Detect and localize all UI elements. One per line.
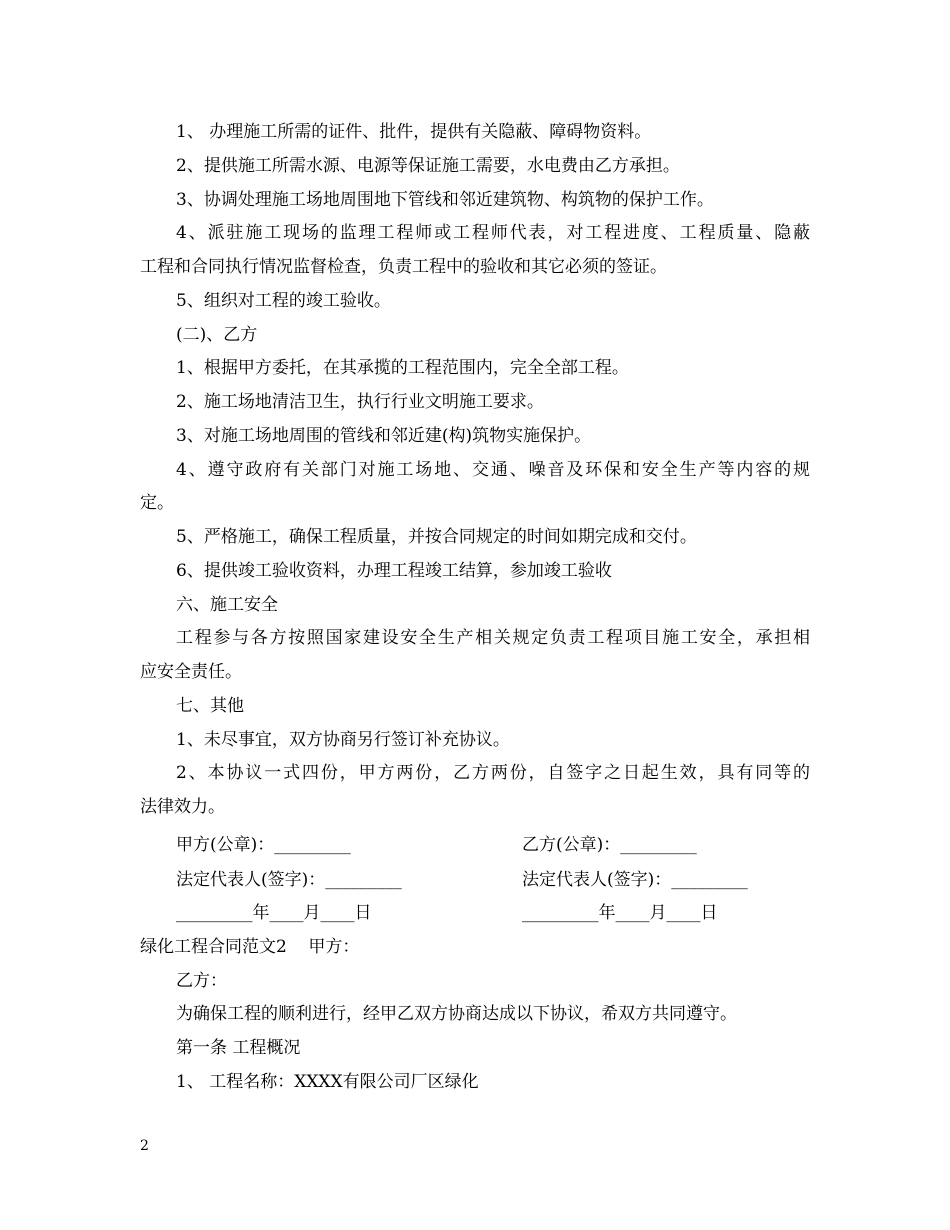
party-b-item-4-cont: 定。 xyxy=(140,493,174,513)
party-a-item-4-cont: 工程和合同执行情况监督检查，负责工程中的验收和其它必须的签证。 xyxy=(140,257,667,277)
contract2-item-1: 1、 工程名称：XXXX有限公司厂区绿化 xyxy=(176,1072,479,1092)
party-b-item-5: 5、严格施工，确保工程质量，并按合同规定的时间如期完成和交付。 xyxy=(176,527,697,547)
party-a-item-2: 2、提供施工所需水源、电源等保证施工需要，水电费由乙方承担。 xyxy=(176,156,680,176)
party-b-item-4: 4、遵守政府有关部门对施工场地、交通、噪音及环保和安全生产等内容的规 xyxy=(176,460,810,480)
party-a-seal-line: 甲方(公章)：_________ xyxy=(176,835,351,855)
contract2-intro: 为确保工程的顺利进行，经甲乙双方协商达成以下协议，希双方共同遵守。 xyxy=(176,1004,737,1024)
contract2-title-line: 绿化工程合同范文2 甲方： xyxy=(140,937,360,957)
section-7-heading: 七、其他 xyxy=(176,696,244,716)
party-b-item-2: 2、施工场地清洁卫生，执行行业文明施工要求。 xyxy=(176,392,544,412)
party-b-item-3: 3、对施工场地周围的管线和邻近建(构)筑物实施保护。 xyxy=(176,426,592,446)
party-a-rep-line: 法定代表人(签字)：_________ xyxy=(176,870,402,890)
section-7-item-2-cont: 法律效力。 xyxy=(140,797,225,817)
section-7-item-2: 2、本协议一式四份，甲方两份，乙方两份，自签字之日起生效，具有同等的 xyxy=(176,763,810,783)
party-b-rep-line: 法定代表人(签字)：_________ xyxy=(522,870,748,890)
section-6-text: 工程参与各方按照国家建设安全生产相关规定负责工程项目施工安全，承担相 xyxy=(176,628,810,648)
party-b-seal-line: 乙方(公章)：_________ xyxy=(522,835,697,855)
section-6-text-cont: 应安全责任。 xyxy=(140,662,242,682)
party-a-date-line: _________年____月____日 xyxy=(176,903,372,923)
party-b-item-1: 1、根据甲方委托，在其承揽的工程范围内，完全全部工程。 xyxy=(176,358,629,378)
party-b-item-6: 6、提供竣工验收资料，办理工程竣工结算，参加竣工验收 xyxy=(176,561,612,581)
page-number: 2 xyxy=(140,1138,149,1154)
party-b-date-line: _________年____月____日 xyxy=(522,903,718,923)
party-a-item-5: 5、组织对工程的竣工验收。 xyxy=(176,291,391,311)
party-b-heading: (二)、乙方 xyxy=(176,325,258,345)
contract2-article-1: 第一条 工程概况 xyxy=(176,1038,301,1058)
section-7-item-1: 1、未尽事宜，双方协商另行签订补充协议。 xyxy=(176,730,510,750)
party-a-item-3: 3、协调处理施工场地周围地下管线和邻近建筑物、构筑物的保护工作。 xyxy=(176,190,714,210)
section-6-heading: 六、施工安全 xyxy=(176,595,278,615)
contract2-party-b: 乙方： xyxy=(176,971,227,991)
party-a-item-1: 1、 办理施工所需的证件、批件，提供有关隐蔽、障碍物资料。 xyxy=(176,122,652,142)
party-a-item-4: 4、派驻施工现场的监理工程师或工程师代表，对工程进度、工程质量、隐蔽 xyxy=(176,223,810,243)
